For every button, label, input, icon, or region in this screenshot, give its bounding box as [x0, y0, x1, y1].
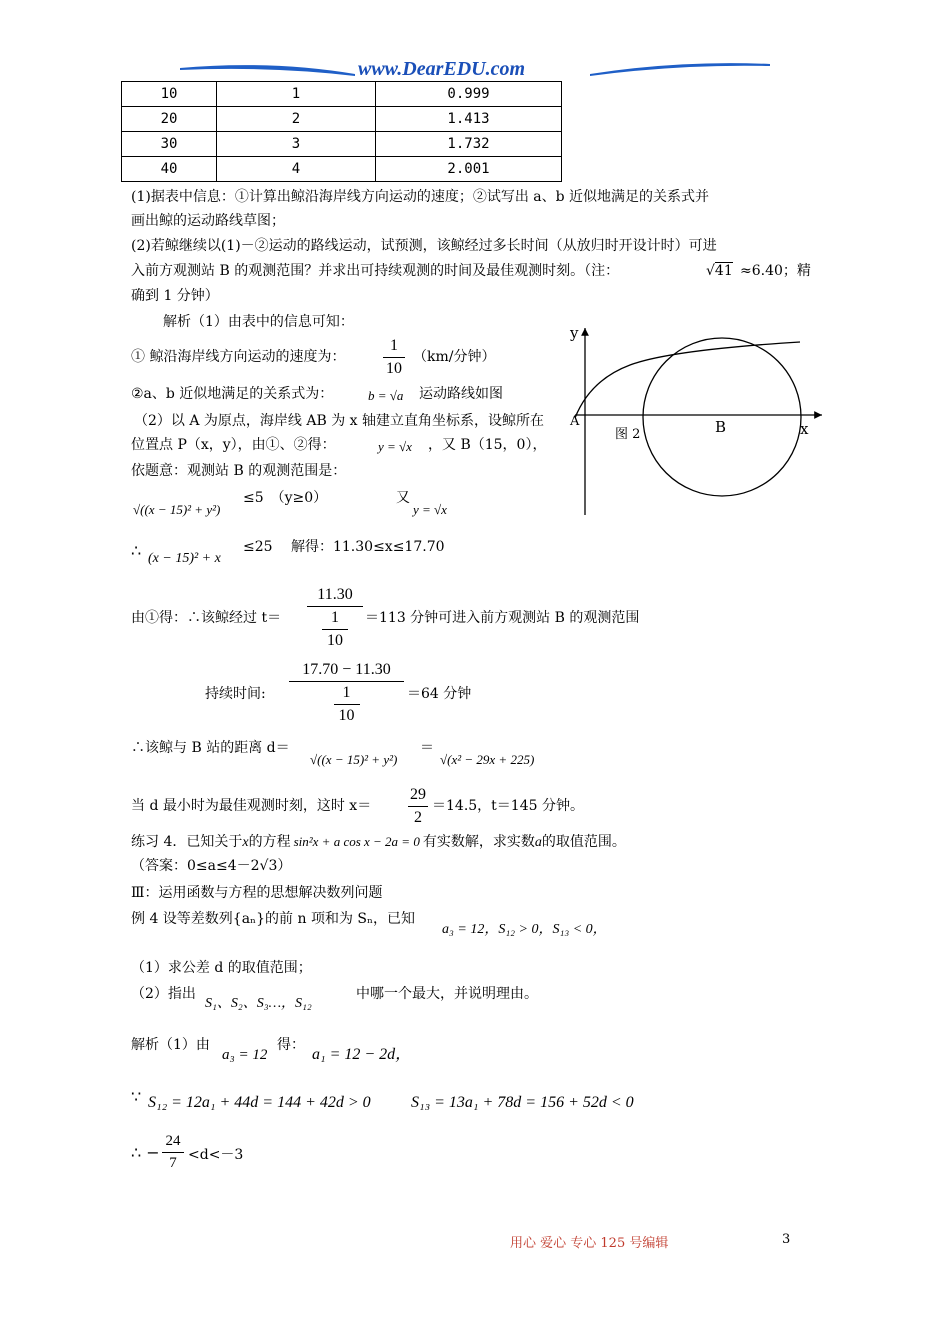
frac-den: 7: [169, 1155, 177, 1171]
problem-q2-line1: (2)若鲸继续以(1)－②运动的路线运动，试预测，该鲸经过多长时间（从放归时开设计时）可进: [131, 238, 717, 254]
frac-mid: 1: [342, 684, 351, 701]
problem-q2-line3: 确到 1 分钟）: [131, 288, 219, 304]
speed-unit: （km/分钟）: [413, 349, 496, 365]
table-cell: 4: [217, 157, 376, 182]
example4-line1: 例 4 设等差数列{aₙ}的前 n 项和为 Sₙ，已知: [131, 911, 416, 927]
table-cell: 3: [217, 132, 376, 157]
part2-line2a: 位置点 P（x，y），由①、②得：: [131, 437, 336, 453]
table-row: [122, 157, 562, 182]
problem-q1-line2: 画出鲸的运动路线草图；: [131, 213, 285, 229]
exercise4-text: 练习 4．已知关于: [131, 834, 243, 850]
frac-den: 10: [386, 360, 402, 377]
table-cell: 2: [217, 107, 376, 132]
distance-formula1: √((x − 15)² + y²): [310, 752, 398, 767]
table-cell: 20: [122, 107, 217, 132]
table-cell: 1.413: [376, 107, 562, 132]
example4-sol1a: 解析（1）由: [131, 1037, 210, 1053]
exercise4-line: [131, 832, 626, 853]
speed-fraction: [383, 337, 405, 378]
frac-num: 1: [390, 337, 398, 354]
frac-den: 10: [327, 632, 343, 649]
example4-q1: （1）求公差 d 的取值范围；: [131, 960, 312, 976]
s13-expression: S₁₃ = 13a₁ + 78d = 156 + 52d < 0: [411, 1094, 634, 1111]
part2-line1: （2）以 A 为原点，海岸线 AB 为 x 轴建立直角坐标系，设鲸所在: [134, 413, 545, 429]
origin-label: A: [570, 414, 580, 429]
because-symbol: ∵: [131, 1087, 142, 1106]
frac-mid: 1: [331, 609, 339, 626]
best-fraction: [408, 786, 428, 827]
cond-formula: √((x − 15)² + y²): [133, 502, 221, 517]
frac-den: 10: [338, 707, 355, 724]
page-number: 3: [782, 1232, 791, 1247]
example4-given: a₃ = 12，S₁₂ > 0，S₁₃ < 0，: [442, 922, 607, 937]
logo-text: www.DearEDU.com: [358, 58, 526, 80]
data-table: [121, 81, 562, 182]
figure-diagram: [560, 320, 830, 520]
example4-sol1b: 得：: [277, 1037, 305, 1053]
table-cell: 2.001: [376, 157, 562, 182]
table-cell: 1.732: [376, 132, 562, 157]
distance-eq: ＝: [420, 740, 434, 756]
x-axis-label: x: [800, 420, 809, 438]
footer-slogan: 用心 爱心 专心 125 号编辑: [510, 1236, 669, 1251]
var-a: a: [534, 835, 542, 850]
cond-tail: ≤5 （y≥0）: [243, 490, 328, 506]
table-cell: 0.999: [376, 82, 562, 107]
frac-den: 2: [414, 809, 422, 826]
t-suffix: ＝113 分钟可进入前方观测站 B 的观测范围: [365, 610, 640, 626]
table-row: [122, 107, 562, 132]
example4-a3: a₃ = 12: [222, 1047, 268, 1063]
var-x: x: [242, 835, 249, 850]
ineq-tail: ≤25 解得：11.30≤x≤17.70: [243, 539, 445, 555]
exercise4-text: 有实数解，求实数: [422, 834, 535, 850]
t-fraction: [307, 586, 363, 650]
part2-line2b: ，又 B（15，0），: [428, 437, 547, 453]
relation-label: ②a、b 近似地满足的关系式为：: [131, 386, 334, 402]
table-cell: 40: [122, 157, 217, 182]
table-row: [122, 132, 562, 157]
b-label: B: [715, 418, 727, 436]
table-row: [122, 82, 562, 107]
exercise4-equation: sin²x + a cos x − 2a = 0: [293, 834, 420, 849]
distance-formula2: √(x² − 29x + 225): [440, 752, 535, 767]
frac-bar: [289, 681, 404, 682]
sqrt-sign-icon: √: [706, 263, 715, 279]
frac-bar: [162, 1152, 184, 1153]
t-prefix: 由①得：∴该鲸经过 t＝: [131, 610, 282, 626]
ineq-formula: (x − 15)² + x: [148, 551, 221, 566]
duration-prefix: 持续时间:: [205, 686, 266, 702]
exercise4-text: 的方程: [248, 834, 291, 850]
problem-q1-line1: (1)据表中信息：①计算出鲸沿海岸线方向运动的速度；②试写出 a、b 近似地满足的关系式并: [131, 189, 710, 205]
therefore-symbol: ∴: [131, 541, 142, 560]
problem-q2-line2a: 入前方观测站 B 的观测范围？并求出可持续观测的时间及最佳观测时刻。（注：: [131, 263, 620, 279]
frac-num: 11.30: [317, 586, 353, 603]
distance-prefix: ∴该鲸与 B 站的距离 d＝: [131, 740, 290, 756]
coordinate-figure-svg: [560, 320, 830, 520]
duration-suffix: ＝64 分钟: [407, 686, 472, 702]
example4-q2b: 中哪一个最大，并说明理由。: [356, 986, 538, 1002]
speed-label: ① 鲸沿海岸线方向运动的速度为：: [131, 349, 346, 365]
duration-fraction: [289, 661, 404, 725]
problem-q2-line2b: ≈6.40；精: [740, 263, 811, 279]
exercise4-text: 的取值范围。: [541, 834, 626, 850]
result-suffix: <d<－3: [188, 1147, 244, 1163]
frac-bar: [307, 606, 363, 607]
frac-num: 29: [410, 786, 426, 803]
table-cell: 1: [217, 82, 376, 107]
relation-tail: 运动路线如图: [419, 386, 503, 402]
part2-line3: 依题意：观测站 B 的观测范围是：: [131, 463, 347, 479]
observation-circle: [643, 338, 801, 496]
section3-title: Ⅲ：运用函数与方程的思想解决数列问题: [131, 885, 383, 901]
table-cell: 30: [122, 132, 217, 157]
frac-bar: [408, 806, 428, 807]
best-prefix: 当 d 最小时为最佳观测时刻，这时 x＝: [131, 798, 372, 814]
frac-num: 24: [165, 1133, 181, 1149]
frac-bar-inner: [334, 704, 360, 705]
relation-formula: b = √a: [368, 388, 404, 403]
frac-bar-inner: [322, 629, 348, 630]
part2-formula: y = √x: [378, 439, 412, 454]
solution-intro: 解析（1）由表中的信息可知：: [163, 314, 354, 330]
frac-num: 17.70 − 11.30: [302, 661, 391, 678]
example4-q2-terms: S₁、S₂、S₃…，S₁₂: [205, 996, 312, 1011]
cond-also: 又: [396, 490, 410, 506]
exercise4-answer: （答案：0≤a≤4－2√3）: [131, 858, 292, 874]
best-suffix: ＝14.5，t＝145 分钟。: [432, 798, 584, 814]
result-fraction: [162, 1133, 184, 1172]
cond-y: y = √x: [413, 502, 447, 517]
frac-bar: [383, 357, 405, 358]
result-prefix: ∴ −: [131, 1143, 160, 1162]
table-cell: 10: [122, 82, 217, 107]
sqrt41: [706, 261, 733, 281]
whale-path-curve: [575, 342, 800, 418]
sqrt41-value: 41: [714, 263, 733, 279]
s12-expression: S₁₂ = 12a₁ + 44d = 144 + 42d > 0: [148, 1094, 371, 1111]
y-axis-label: y: [570, 324, 579, 342]
example4-q2a: （2）指出: [131, 986, 196, 1002]
figure-caption: 图 2: [615, 427, 641, 442]
example4-a1: a₁ = 12 − 2d，: [312, 1046, 412, 1063]
